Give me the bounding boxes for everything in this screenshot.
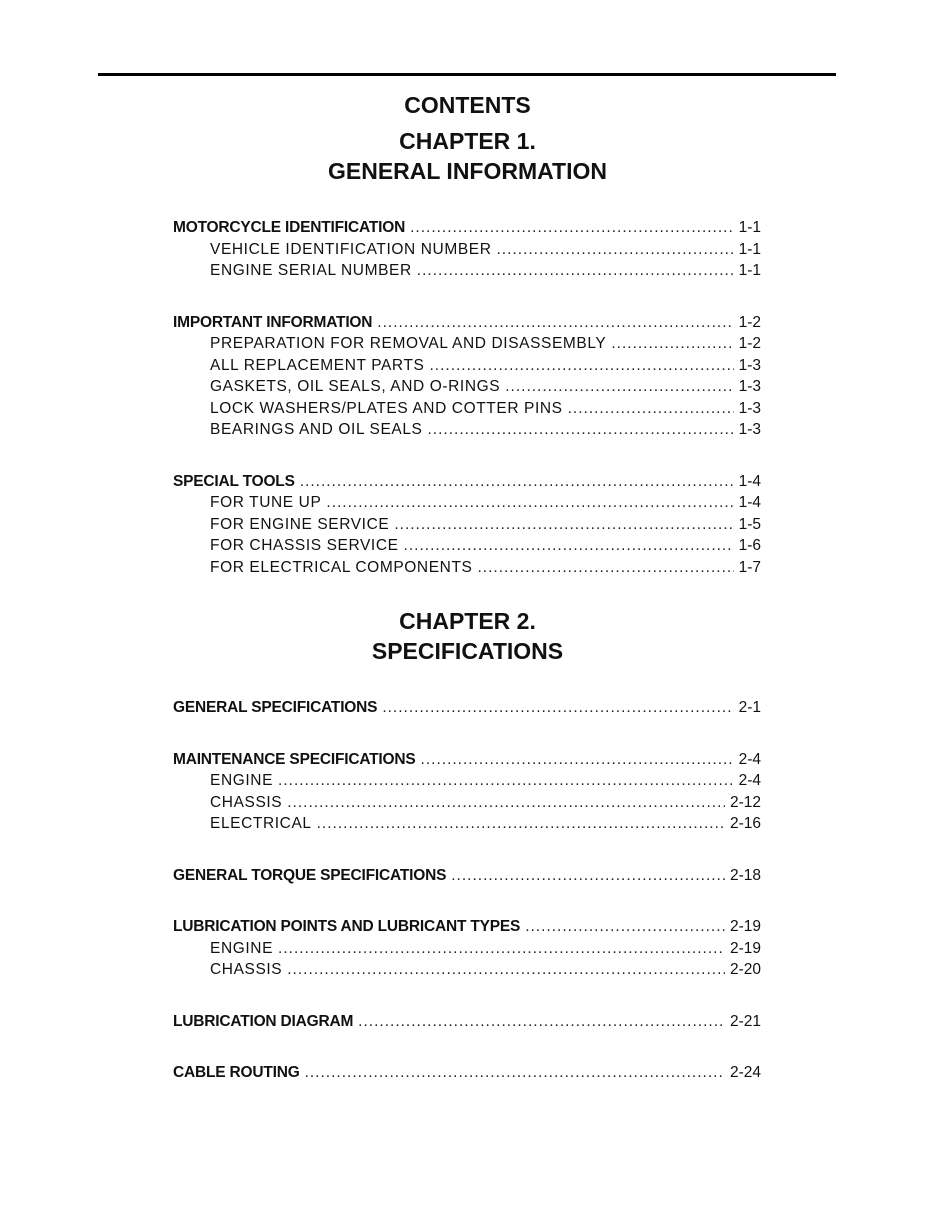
- toc-page-number: 2-4: [738, 772, 761, 789]
- toc-entry-title: GASKETS, OIL SEALS, AND O-RINGS: [210, 378, 501, 395]
- dot-leader: [568, 398, 734, 420]
- toc-section-entry[interactable]: [173, 865, 761, 887]
- toc-section: [173, 217, 761, 282]
- dot-leader: [326, 492, 733, 514]
- dot-leader: [421, 749, 734, 771]
- toc-section-entry[interactable]: [173, 1062, 761, 1084]
- toc-entry-title: ELECTRICAL: [210, 815, 312, 832]
- dot-leader: [305, 1062, 725, 1084]
- chapter2-toc: [173, 697, 761, 1084]
- toc-page-number: 1-2: [738, 313, 761, 331]
- toc-subentry[interactable]: [173, 938, 761, 960]
- toc-page-number: 1-1: [738, 240, 761, 258]
- toc-entry-title: BEARINGS AND OIL SEALS: [210, 421, 423, 438]
- toc-page-number: 1-1: [738, 219, 761, 236]
- toc-section-entry[interactable]: [173, 471, 761, 493]
- toc-page-number: 2-16: [729, 815, 761, 832]
- dot-leader: [287, 792, 725, 814]
- toc-entry-title: FOR ENGINE SERVICE: [210, 515, 390, 533]
- dot-leader: [429, 355, 733, 377]
- toc-page-number: 1-4: [738, 472, 761, 490]
- toc-section-entry[interactable]: [173, 312, 761, 334]
- toc-page-number: 2-21: [729, 1012, 761, 1030]
- toc-page-number: 1-4: [738, 494, 761, 511]
- toc-entry-title: CHASSIS: [210, 793, 283, 811]
- header-rule: [98, 73, 836, 76]
- toc-subentry[interactable]: [173, 792, 761, 814]
- toc-subentry[interactable]: [173, 959, 761, 981]
- dot-leader: [358, 1011, 725, 1033]
- toc-page-number: 2-12: [729, 793, 761, 811]
- toc-section: [173, 1011, 761, 1033]
- toc-entry-title: MAINTENANCE SPECIFICATIONS: [173, 750, 416, 768]
- toc-section-entry[interactable]: [173, 749, 761, 771]
- dot-leader: [477, 557, 733, 579]
- dot-leader: [410, 217, 734, 239]
- toc-subentry[interactable]: [173, 492, 761, 514]
- toc-section-entry[interactable]: [173, 1011, 761, 1033]
- toc-section-entry[interactable]: [173, 697, 761, 719]
- dot-leader: [377, 312, 733, 334]
- dot-leader: [451, 865, 725, 887]
- toc-subentry[interactable]: [173, 557, 761, 579]
- toc-entry-title: LUBRICATION POINTS AND LUBRICANT TYPES: [173, 918, 521, 935]
- toc-section: [173, 471, 761, 579]
- chapter2-heading: [0, 606, 935, 666]
- toc-entry-title: CHASSIS: [210, 961, 283, 978]
- toc-subentry[interactable]: [173, 535, 761, 557]
- dot-leader: [427, 419, 733, 441]
- toc-subentry[interactable]: [173, 514, 761, 536]
- toc-entry-title: GENERAL TORQUE SPECIFICATIONS: [173, 866, 447, 884]
- toc-entry-title: PREPARATION FOR REMOVAL AND DISASSEMBLY: [210, 335, 607, 352]
- toc-page-number: 1-3: [738, 399, 761, 417]
- toc-section: [173, 749, 761, 835]
- dot-leader: [611, 333, 733, 355]
- toc-page-number: 2-24: [729, 1064, 761, 1081]
- toc-entry-title: FOR CHASSIS SERVICE: [210, 537, 399, 554]
- toc-entry-title: VEHICLE IDENTIFICATION NUMBER: [210, 240, 492, 258]
- toc-entry-title: ALL REPLACEMENT PARTS: [210, 356, 425, 374]
- toc-page-number: 2-20: [729, 961, 761, 978]
- toc-page-number: 1-7: [738, 558, 761, 576]
- chapter1-toc: [173, 217, 761, 578]
- toc-page-number: 1-1: [738, 262, 761, 279]
- toc-entry-title: SPECIAL TOOLS: [173, 472, 295, 490]
- dot-leader: [287, 959, 725, 981]
- dot-leader: [317, 813, 725, 835]
- chapter2-number: CHAPTER 2.: [399, 608, 536, 634]
- dot-leader: [505, 376, 733, 398]
- toc-subentry[interactable]: [173, 355, 761, 377]
- toc-subentry[interactable]: [173, 260, 761, 282]
- toc-section-entry[interactable]: [173, 217, 761, 239]
- toc-subentry[interactable]: [173, 398, 761, 420]
- toc-entry-title: GENERAL SPECIFICATIONS: [173, 699, 378, 716]
- toc-entry-title: LOCK WASHERS/PLATES AND COTTER PINS: [210, 399, 563, 417]
- toc-page-number: 2-19: [729, 918, 761, 935]
- toc-page-number: 1-3: [738, 378, 761, 395]
- dot-leader: [382, 697, 733, 719]
- dot-leader: [300, 471, 734, 493]
- dot-leader: [525, 916, 725, 938]
- toc-page-number: 1-3: [738, 421, 761, 438]
- toc-entry-title: ENGINE SERIAL NUMBER: [210, 262, 412, 279]
- toc-section-entry[interactable]: [173, 916, 761, 938]
- chapter2-title: SPECIFICATIONS: [371, 638, 564, 664]
- toc-subentry[interactable]: [173, 376, 761, 398]
- toc-page-number: 2-18: [729, 866, 761, 884]
- toc-page-number: 1-2: [738, 335, 761, 352]
- toc-page-number: 2-1: [738, 699, 761, 716]
- dot-leader: [497, 239, 734, 261]
- toc-subentry[interactable]: [173, 333, 761, 355]
- chapter1-title: GENERAL INFORMATION: [328, 158, 607, 184]
- contents-title: CONTENTS: [404, 92, 531, 118]
- toc-section: [173, 697, 761, 719]
- toc-entry-title: ENGINE: [210, 772, 274, 789]
- chapter1-number: CHAPTER 1.: [399, 128, 536, 154]
- dot-leader: [404, 535, 734, 557]
- dot-leader: [278, 770, 734, 792]
- toc-section: [173, 1062, 761, 1084]
- toc-subentry[interactable]: [173, 239, 761, 261]
- toc-subentry[interactable]: [173, 419, 761, 441]
- toc-page-number: 2-4: [738, 750, 761, 768]
- toc-entry-title: MOTORCYCLE IDENTIFICATION: [173, 219, 406, 236]
- dot-leader: [394, 514, 733, 536]
- toc-subentry[interactable]: [173, 770, 761, 792]
- toc-entry-title: FOR ELECTRICAL COMPONENTS: [210, 558, 473, 576]
- toc-subentry[interactable]: [173, 813, 761, 835]
- chapter1-heading: [0, 90, 935, 186]
- toc-page-number: 2-19: [729, 939, 761, 957]
- toc-entry-title: ENGINE: [210, 939, 274, 957]
- toc-section: [173, 865, 761, 887]
- toc-page-number: 1-5: [738, 515, 761, 533]
- toc-page-number: 1-6: [738, 537, 761, 554]
- toc-entry-title: CABLE ROUTING: [173, 1064, 300, 1081]
- dot-leader: [278, 938, 725, 960]
- toc-entry-title: LUBRICATION DIAGRAM: [173, 1012, 354, 1030]
- dot-leader: [417, 260, 734, 282]
- toc-entry-title: FOR TUNE UP: [210, 494, 322, 511]
- toc-section: [173, 312, 761, 441]
- toc-entry-title: IMPORTANT INFORMATION: [173, 313, 373, 331]
- toc-section: [173, 916, 761, 981]
- toc-page-number: 1-3: [738, 356, 761, 374]
